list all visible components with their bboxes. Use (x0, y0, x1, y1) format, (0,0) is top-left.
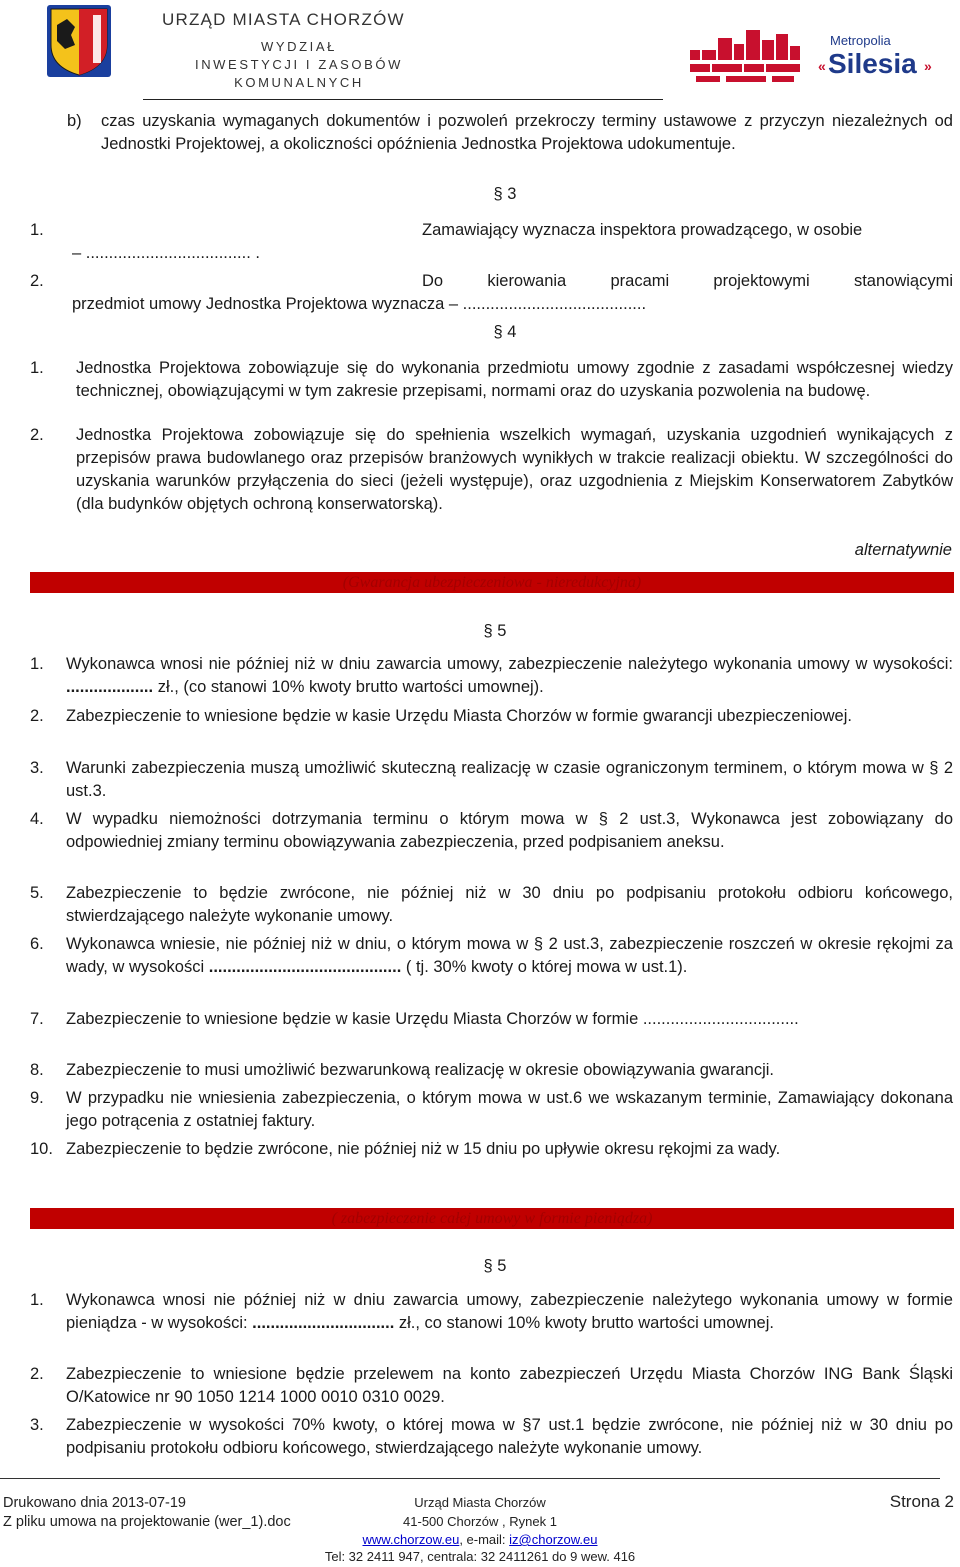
section-heading-5a: § 5 (483, 622, 507, 640)
footer-printed-date: Drukowano dnia 2013-07-19 (3, 1495, 186, 1511)
list-item (30, 1059, 953, 1085)
list-item-number: 9. (30, 1089, 44, 1107)
par3-item1-num: 1. (30, 221, 44, 239)
list-item (30, 653, 953, 701)
footer-www-link[interactable]: www.chorzow.eu (362, 1532, 460, 1547)
list-item-text: Zabezpieczenie to będzie zwrócone, nie później niż w 30 dniu po podpisaniu protokołu odbioru końcowego, stwierdzającego należyte wykonanie umowy. (66, 884, 953, 925)
par4-item2-text: Jednostka Projektowa zobowiązuje się do spełnienia wszelkich wymagań, uzyskania uzgodnień wynikających z przepisów prawa budowlanego oraz przepisów branżowych wynikłych w trakcie realizacji obiektu. W szczególności do uzyskania warunków przyłączenia do sieci (jeżeli występuje), oraz uzgodnienia z Miejskim Konserwatorem Zabytków (dla budynków objętych ochroną konserwatorską). (76, 426, 953, 513)
list-item-text: Wykonawca wnosi nie później niż w dniu zawarcia umowy, zabezpieczenie należytego wykonania umowy w wysokości: ................... zł., (co stanowi 10% kwoty brutto wartości umownej). (66, 655, 953, 696)
list-item-number: 5. (30, 884, 44, 902)
chorzow-coat-of-arms-icon (47, 5, 111, 77)
svg-text:Silesia: Silesia (828, 48, 917, 79)
list-item-number: 8. (30, 1061, 44, 1079)
list-item-number: 3. (30, 759, 44, 777)
variant-banner-cash (30, 1208, 954, 1229)
list-item-text: Zabezpieczenie to wniesione będzie w kasie Urzędu Miasta Chorzów w formie gwarancji ubezpieczeniowej. (66, 707, 852, 725)
footer-email-link[interactable]: iz@chorzow.eu (509, 1532, 598, 1547)
par3-item1-cont: – .................................... . (72, 244, 260, 262)
list-item-text: Wykonawca wnosi nie później niż w dniu zawarcia umowy, zabezpieczenie należytego wykonania umowy w formie pieniądza - w wysokości: ............................... zł., co stanowi 10% kwoty brutto wartości umownej. (66, 1291, 953, 1332)
list-item-number: 1. (30, 655, 44, 673)
par4-item1: 1. Jednostka Projektowa zobowiązuje się do wykonania przedmiotu umowy zgodnie z zasadami współczesnej wiedzy technicznej, obowiązującymi w tym zakresie przepisami, normami oraz do uzyskania pozwolenia na budowę. (30, 357, 953, 427)
svg-text:«: « (818, 58, 826, 74)
svg-text:»: » (924, 58, 932, 74)
metropolia-silesia-logo (690, 28, 950, 88)
list-item-number: 1. (30, 1291, 44, 1309)
list-item-text: Zabezpieczenie w wysokości 70% kwoty, o której mowa w §7 ust.1 będzie zwrócone, nie później niż w 30 dniu po podpisaniu protokołu odbioru końcowego, stwierdzającego należyte wykonanie umowy. (66, 1416, 953, 1457)
list-item (30, 882, 953, 930)
list-item (30, 933, 953, 1003)
par3-item2-num: 2. (30, 272, 44, 290)
list-item (30, 808, 953, 878)
list-item-text: Wykonawca wniesie, nie później niż w dniu, o którym mowa w § 2 ust.3, zabezpieczenie roszczeń w okresie rękojmi za wady, w wysokości .......................................... ( tj. 30% kwoty o której mowa w ust.1). (66, 935, 953, 976)
item-b-text: czas uzyskania wymaganych dokumentów i pozwoleń przekroczy terminy ustawowe z przyczyn niezależnych od Jednostki Projektowej, a okoliczności opóźnienia Jednostka Projektowa udokumentuje. (101, 112, 953, 153)
section-heading-3: § 3 (493, 185, 517, 203)
list-item-text: Zabezpieczenie to musi umożliwić bezwarunkową realizację w okresie obowiązywania gwarancji. (66, 1061, 774, 1079)
footer-office: Urząd Miasta Chorzów (414, 1495, 546, 1510)
par4-item2: 2. Jednostka Projektowa zobowiązuje się do spełnienia wszelkich wymagań, uzyskania uzgodnień wynikających z przepisów prawa budowlanego oraz przepisów branżowych wynikłych w trakcie realizacji obiektu. W szczególności do uzyskania warunków przyłączenia do sieci (jeżeli występuje), oraz uzgodnienia z Miejskim Konserwatorem Zabytków (dla budynków objętych ochroną konserwatorską). (30, 424, 953, 539)
section-heading-4: § 4 (493, 323, 517, 341)
list-item (30, 1414, 953, 1462)
list-item (30, 1289, 953, 1359)
list-item-number: 7. (30, 1010, 44, 1028)
list-item-text: Zabezpieczenie to będzie zwrócone, nie później niż w 15 dniu po upływie okresu rękojmi za wady. (66, 1140, 781, 1158)
list-item (30, 1138, 953, 1164)
list-item-text: Warunki zabezpieczenia muszą umożliwić skuteczną realizację w czasie ograniczonym terminem, o którym mowa w § 2 ust.3. (66, 759, 953, 800)
list-item-number: 4. (30, 810, 44, 828)
list-item (30, 1087, 953, 1135)
list-item-text: W przypadku nie wniesienia zabezpieczenia, o którym mowa w ust.6 we wskazanym terminie, Zamawiający dokonana jego potrącenia z ostatniej faktury. (66, 1089, 953, 1130)
list-item-text: Zabezpieczenie to wniesione będzie w kasie Urzędu Miasta Chorzów w formie .................................. (66, 1010, 799, 1028)
item-b: b) czas uzyskania wymaganych dokumentów i pozwoleń przekroczy terminy ustawowe z przyczyn niezależnych od Jednostki Projektowej, a okoliczności opóźnienia Jednostka Projektowa udokumentuje. (67, 110, 953, 180)
list-item-text: Zabezpieczenie to wniesione będzie przelewem na konto zabezpieczeń Urzędu Miasta Chorzów ING Bank Śląski O/Katowice nr 90 1050 1214 1000 0010 0310 0029. (66, 1365, 953, 1406)
amount-blank: ............................... (252, 1314, 395, 1332)
list-item-text: W wypadku niemożności dotrzymania terminu o którym mowa w § 2 ust.3, Wykonawca jest zobowiązany do odpowiedniej zmiany terminu obowiązywania zabezpieczenia, przed podpisaniem aneksu. (66, 810, 953, 851)
par3-item2-text: Do kierowania pracami projektowymi stanowiącymi (422, 272, 953, 290)
section-heading-5b: § 5 (483, 1257, 507, 1275)
footer-address: 41-500 Chorzów , Rynek 1 (403, 1514, 557, 1529)
list-item-number: 10. (30, 1140, 53, 1158)
par4-item1-text: Jednostka Projektowa zobowiązuje się do wykonania przedmiotu umowy zgodnie z zasadami współczesnej wiedzy technicznej, obowiązującymi w tym zakresie przepisami, normami oraz do uzyskania pozwolenia na budowę. (76, 359, 953, 400)
alternative-note: alternatywnie (854, 541, 952, 559)
footer-page-number: Strona 2 (889, 1492, 954, 1511)
variant-banner-label: (Gwarancja ubezpieczeniowa - nieredukcyjna) (342, 574, 642, 591)
org-department: WYDZIAŁ INWESTYCJI I ZASOBÓW KOMUNALNYCH (194, 39, 403, 90)
org-name: URZĄD MIASTA CHORZÓW (162, 10, 405, 29)
variant-banner-insurance (30, 572, 954, 593)
list-item (30, 757, 953, 805)
header-rule (143, 99, 663, 100)
list-item-number: 2. (30, 1365, 44, 1383)
list-item-number: 2. (30, 707, 44, 725)
footer-file-name: Z pliku umowa na projektowanie (wer_1).doc (3, 1514, 291, 1530)
par3-item2-cont: przedmiot umowy Jednostka Projektowa wyznacza – ........................................ (72, 295, 647, 313)
list-item (30, 1363, 953, 1411)
list-item-number: 3. (30, 1416, 44, 1434)
amount-blank: .......................................... (208, 958, 402, 976)
footer-contact: www.chorzow.eu, e-mail: iz@chorzow.eu (362, 1532, 598, 1547)
list-item (30, 1008, 953, 1056)
footer-rule (0, 1478, 940, 1479)
svg-text:Metropolia: Metropolia (830, 33, 891, 48)
list-item (30, 705, 953, 753)
par3-item1-text: Zamawiający wyznacza inspektora prowadzącego, w osobie (422, 221, 863, 239)
amount-blank: ................... (66, 678, 154, 696)
variant-banner-label: ( zabezpieczenie całej umowy w formie pieniądza) (331, 1210, 653, 1227)
footer-phone: Tel: 32 2411 947, centrala: 32 2411261 do 9 wew. 416 (324, 1549, 636, 1564)
list-item-number: 6. (30, 935, 44, 953)
